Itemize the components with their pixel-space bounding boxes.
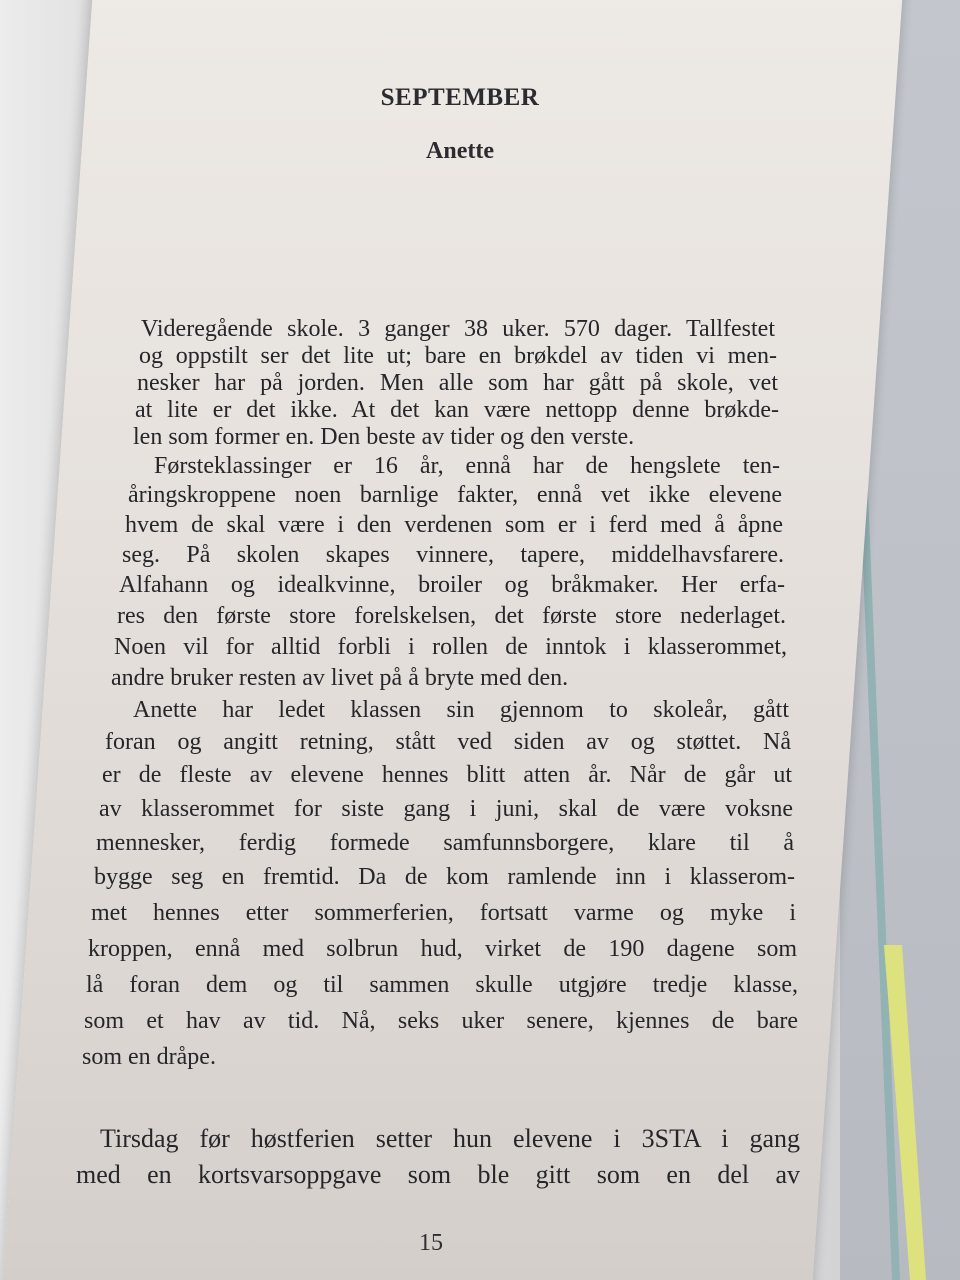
text-line: foran og angitt retning, stått ved siden av og støttet. Nå	[105, 729, 791, 755]
text-line: kroppen, ennå med solbrun hud, virket de 190 dagene som	[88, 936, 797, 962]
text-line: len som former en. Den beste av tider og den verste.	[133, 424, 635, 450]
text-line: og oppstilt ser det lite ut; bare en brøkdel av tiden vi men-	[139, 343, 777, 369]
page-number: 15	[419, 1230, 443, 1256]
chapter-month-heading: SEPTEMBER	[380, 84, 540, 111]
text-line: lå foran dem og til sammen skulle utgjøre tredje klasse,	[86, 972, 798, 998]
text-line: Noen vil for alltid forbli i rollen de inntok i klasserommet,	[114, 634, 787, 660]
text-line: met hennes etter sommerferien, fortsatt varme og myke i	[91, 900, 796, 926]
text-line: seg. På skolen skapes vinnere, tapere, middelhavsfarere.	[122, 542, 784, 568]
text-line: mennesker, ferdig formede samfunnsborgere, klare til å	[96, 830, 794, 856]
text-line: med en kortsvarsoppgave som ble gitt som en del av	[76, 1160, 800, 1189]
text-line: som et hav av tid. Nå, seks uker senere, kjennes de bare	[84, 1008, 798, 1034]
text-line: Videregående skole. 3 ganger 38 uker. 570 dager. Tallfestet	[141, 316, 775, 342]
text-line: andre bruker resten av livet på å bryte med den.	[111, 665, 569, 691]
text-line: at lite er det ikke. At det kan være nettopp denne brøkde-	[135, 397, 779, 423]
text-line: hvem de skal være i den verdenen som er i ferd med å åpne	[125, 512, 783, 538]
text-line: Alfahann og idealkvinne, broiler og bråkmaker. Her erfa-	[119, 572, 785, 598]
text-line: Anette har ledet klassen sin gjennom to skoleår, gått	[133, 697, 789, 723]
text-line: nesker har på jorden. Men alle som har gått på skole, vet	[137, 370, 778, 396]
text-line: er de fleste av elevene hennes blitt atten år. Når de går ut	[102, 762, 792, 788]
text-line: res den første store forelskelsen, det første store nederlaget.	[117, 603, 786, 629]
text-line: bygge seg en fremtid. Da de kom ramlende inn i klasserom-	[94, 864, 795, 890]
text-line: som en dråpe.	[82, 1044, 216, 1070]
chapter-name-heading: Anette	[426, 138, 494, 164]
text-line: av klasserommet for siste gang i juni, skal de være voksne	[99, 796, 793, 822]
text-line: Førsteklassinger er 16 år, ennå har de hengslete ten-	[154, 453, 780, 479]
text-line: åringskroppene noen barnlige fakter, ennå vet ikke elevene	[128, 482, 782, 508]
text-line: Tirsdag før høstferien setter hun elevene i 3STA i gang	[100, 1124, 800, 1153]
